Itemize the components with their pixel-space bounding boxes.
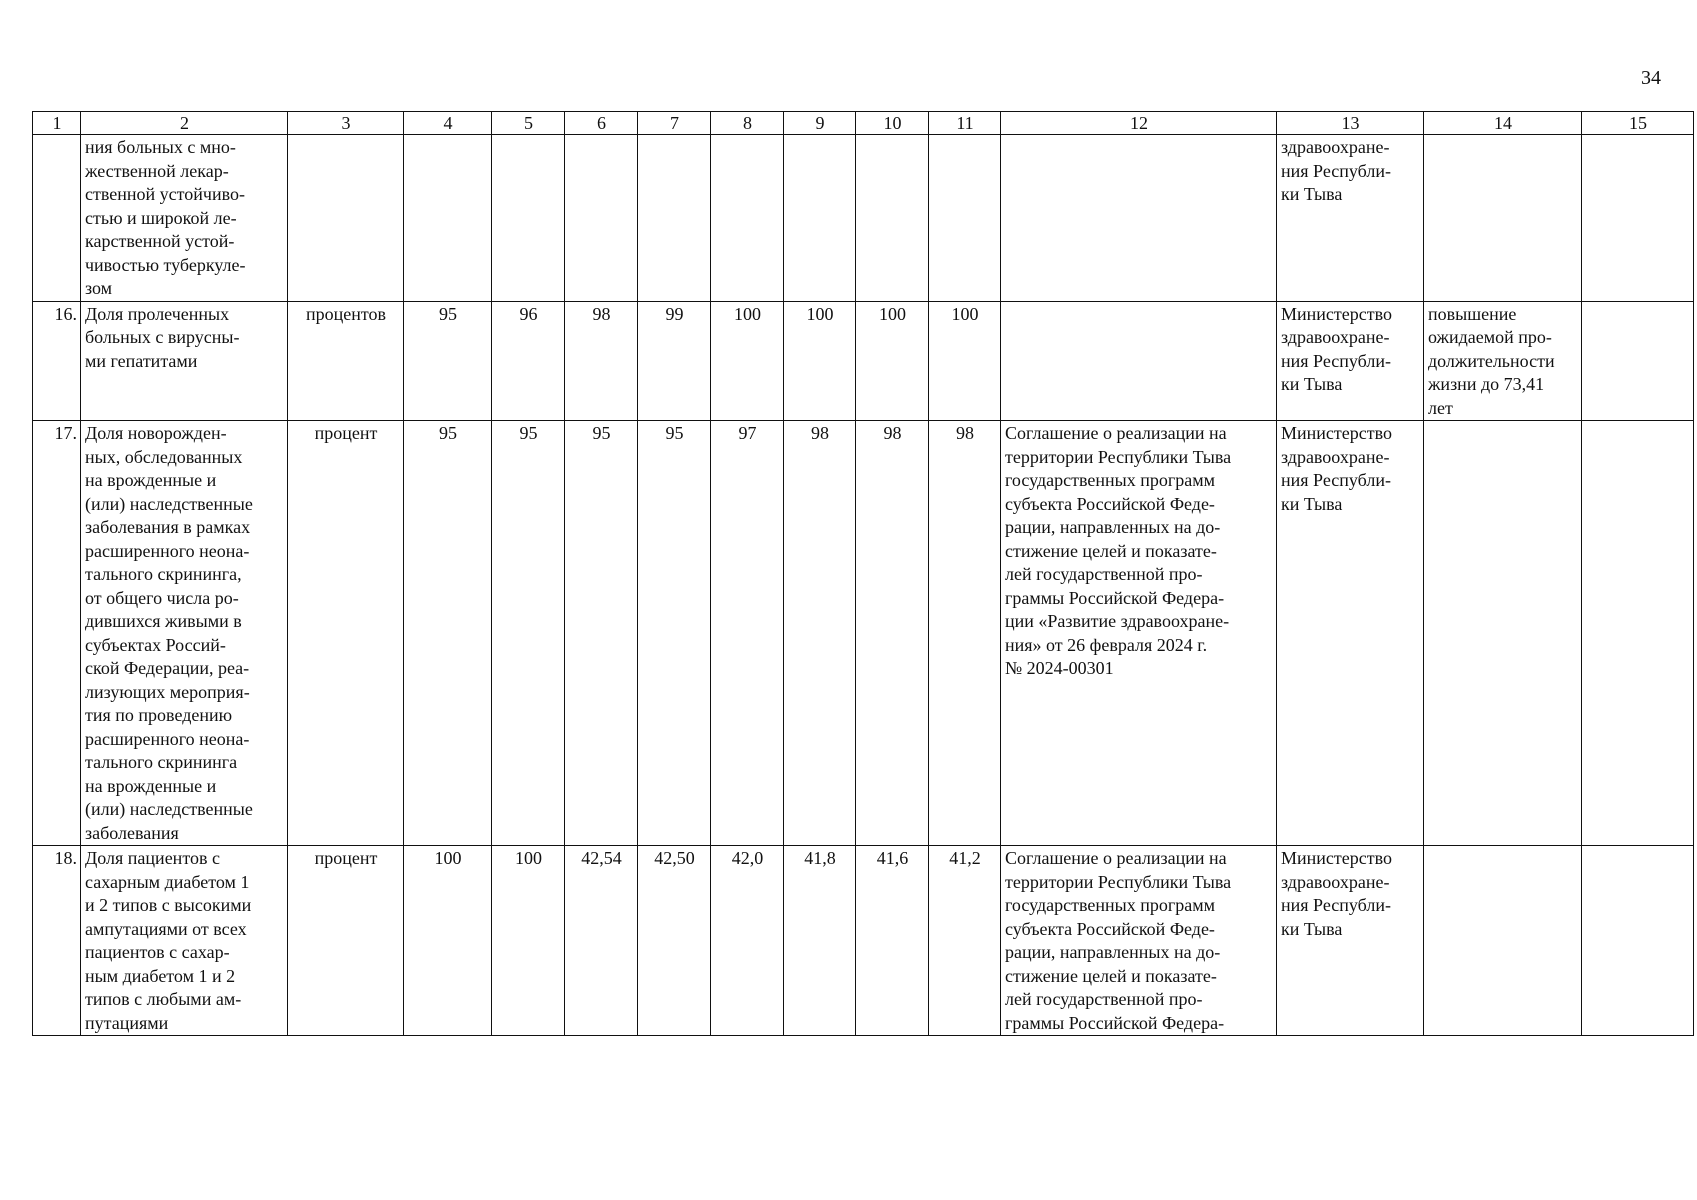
indicator-name: Доля пролеченных больных с вирусны- ми гепатитами (81, 301, 288, 421)
responsible-cell: Министерство здравоохране- ния Республи- ки Тыва (1277, 846, 1424, 1036)
basis-cell (1001, 301, 1277, 421)
value-cell-11: 41,2 (929, 846, 1001, 1036)
value-cell-9: 98 (784, 421, 856, 846)
value-cell-7: 42,50 (638, 846, 711, 1036)
value-cell-6: 42,54 (565, 846, 638, 1036)
row-number: 16. (33, 301, 81, 421)
column-header-14: 14 (1424, 112, 1582, 135)
column-header-10: 10 (856, 112, 929, 135)
value-cell-10: 98 (856, 421, 929, 846)
note-cell (1582, 135, 1694, 302)
responsible-cell: Министерство здравоохране- ния Республи- ки Тыва (1277, 421, 1424, 846)
value-cell-10: 41,6 (856, 846, 929, 1036)
row-number: 17. (33, 421, 81, 846)
value-cell-5: 95 (492, 421, 565, 846)
column-header-7: 7 (638, 112, 711, 135)
value-cell-11: 98 (929, 421, 1001, 846)
note-cell (1582, 846, 1694, 1036)
note-cell (1582, 301, 1694, 421)
value-cell-6: 98 (565, 301, 638, 421)
effect-cell (1424, 846, 1582, 1036)
column-header-11: 11 (929, 112, 1001, 135)
unit-cell: процентов (288, 301, 404, 421)
value-cell-8 (711, 135, 784, 302)
value-cell-6 (565, 135, 638, 302)
value-cell-6: 95 (565, 421, 638, 846)
table-row (33, 846, 1694, 1036)
table-row (33, 301, 1694, 421)
effect-cell (1424, 421, 1582, 846)
value-cell-8: 42,0 (711, 846, 784, 1036)
basis-cell: Соглашение о реализации на территории Республики Тыва государственных программ субъекта Российской Феде- рации, направленных на до- стижение целей и показате- лей государственной про- граммы Российской Федера- (1001, 846, 1277, 1036)
value-cell-7: 99 (638, 301, 711, 421)
column-header-4: 4 (404, 112, 492, 135)
row-number: 18. (33, 846, 81, 1036)
effect-cell (1424, 135, 1582, 302)
value-cell-7: 95 (638, 421, 711, 846)
value-cell-10: 100 (856, 301, 929, 421)
column-header-9: 9 (784, 112, 856, 135)
value-cell-5: 100 (492, 846, 565, 1036)
indicator-name: ния больных с мно- жественной лекар- ственной устойчиво- стью и широкой ле- карственной устой- чивостью туберкуле- зом (81, 135, 288, 302)
page-number: 34 (1641, 67, 1661, 89)
column-header-13: 13 (1277, 112, 1424, 135)
value-cell-9 (784, 135, 856, 302)
column-header-15: 15 (1582, 112, 1694, 135)
responsible-cell: здравоохране- ния Республи- ки Тыва (1277, 135, 1424, 302)
value-cell-10 (856, 135, 929, 302)
column-header-8: 8 (711, 112, 784, 135)
table-row (33, 135, 1694, 302)
column-header-2: 2 (81, 112, 288, 135)
table-row (33, 421, 1694, 846)
value-cell-5: 96 (492, 301, 565, 421)
note-cell (1582, 421, 1694, 846)
column-header-6: 6 (565, 112, 638, 135)
value-cell-5 (492, 135, 565, 302)
effect-cell: повышение ожидаемой про- должительности жизни до 73,41 лет (1424, 301, 1582, 421)
value-cell-9: 41,8 (784, 846, 856, 1036)
unit-cell: процент (288, 846, 404, 1036)
indicator-name: Доля пациентов с сахарным диабетом 1 и 2 типов с высокими ампутациями от всех пациентов с сахар- ным диабетом 1 и 2 типов с любыми ам- путациями (81, 846, 288, 1036)
value-cell-7 (638, 135, 711, 302)
indicators-table (32, 111, 1694, 1036)
value-cell-11: 100 (929, 301, 1001, 421)
row-number (33, 135, 81, 302)
value-cell-9: 100 (784, 301, 856, 421)
column-header-5: 5 (492, 112, 565, 135)
value-cell-8: 97 (711, 421, 784, 846)
value-cell-11 (929, 135, 1001, 302)
table-body (33, 135, 1694, 1036)
value-cell-4: 95 (404, 301, 492, 421)
header-row (33, 112, 1694, 135)
column-header-3: 3 (288, 112, 404, 135)
responsible-cell: Министерство здравоохране- ния Республи- ки Тыва (1277, 301, 1424, 421)
value-cell-4 (404, 135, 492, 302)
unit-cell: процент (288, 421, 404, 846)
value-cell-4: 100 (404, 846, 492, 1036)
column-header-1: 1 (33, 112, 81, 135)
indicator-name: Доля новорожден- ных, обследованных на врожденные и (или) наследственные заболевания в рамках расширенного неона- тального скрининга, от общего числа ро- дившихся живыми в субъектах Россий- ской Федерации, реа- лизующих мероприя- тия по проведению расширенного неона- тального скрининга на врожденные и (или) наследственные заболевания (81, 421, 288, 846)
basis-cell: Соглашение о реализации на территории Республики Тыва государственных программ субъекта Российской Феде- рации, направленных на до- стижение целей и показате- лей государственной про- граммы Российской Федера- ции «Развитие здравоохране- ния» от 26 февраля 2024 г. № 2024-00301 (1001, 421, 1277, 846)
value-cell-4: 95 (404, 421, 492, 846)
column-header-12: 12 (1001, 112, 1277, 135)
unit-cell (288, 135, 404, 302)
value-cell-8: 100 (711, 301, 784, 421)
basis-cell (1001, 135, 1277, 302)
